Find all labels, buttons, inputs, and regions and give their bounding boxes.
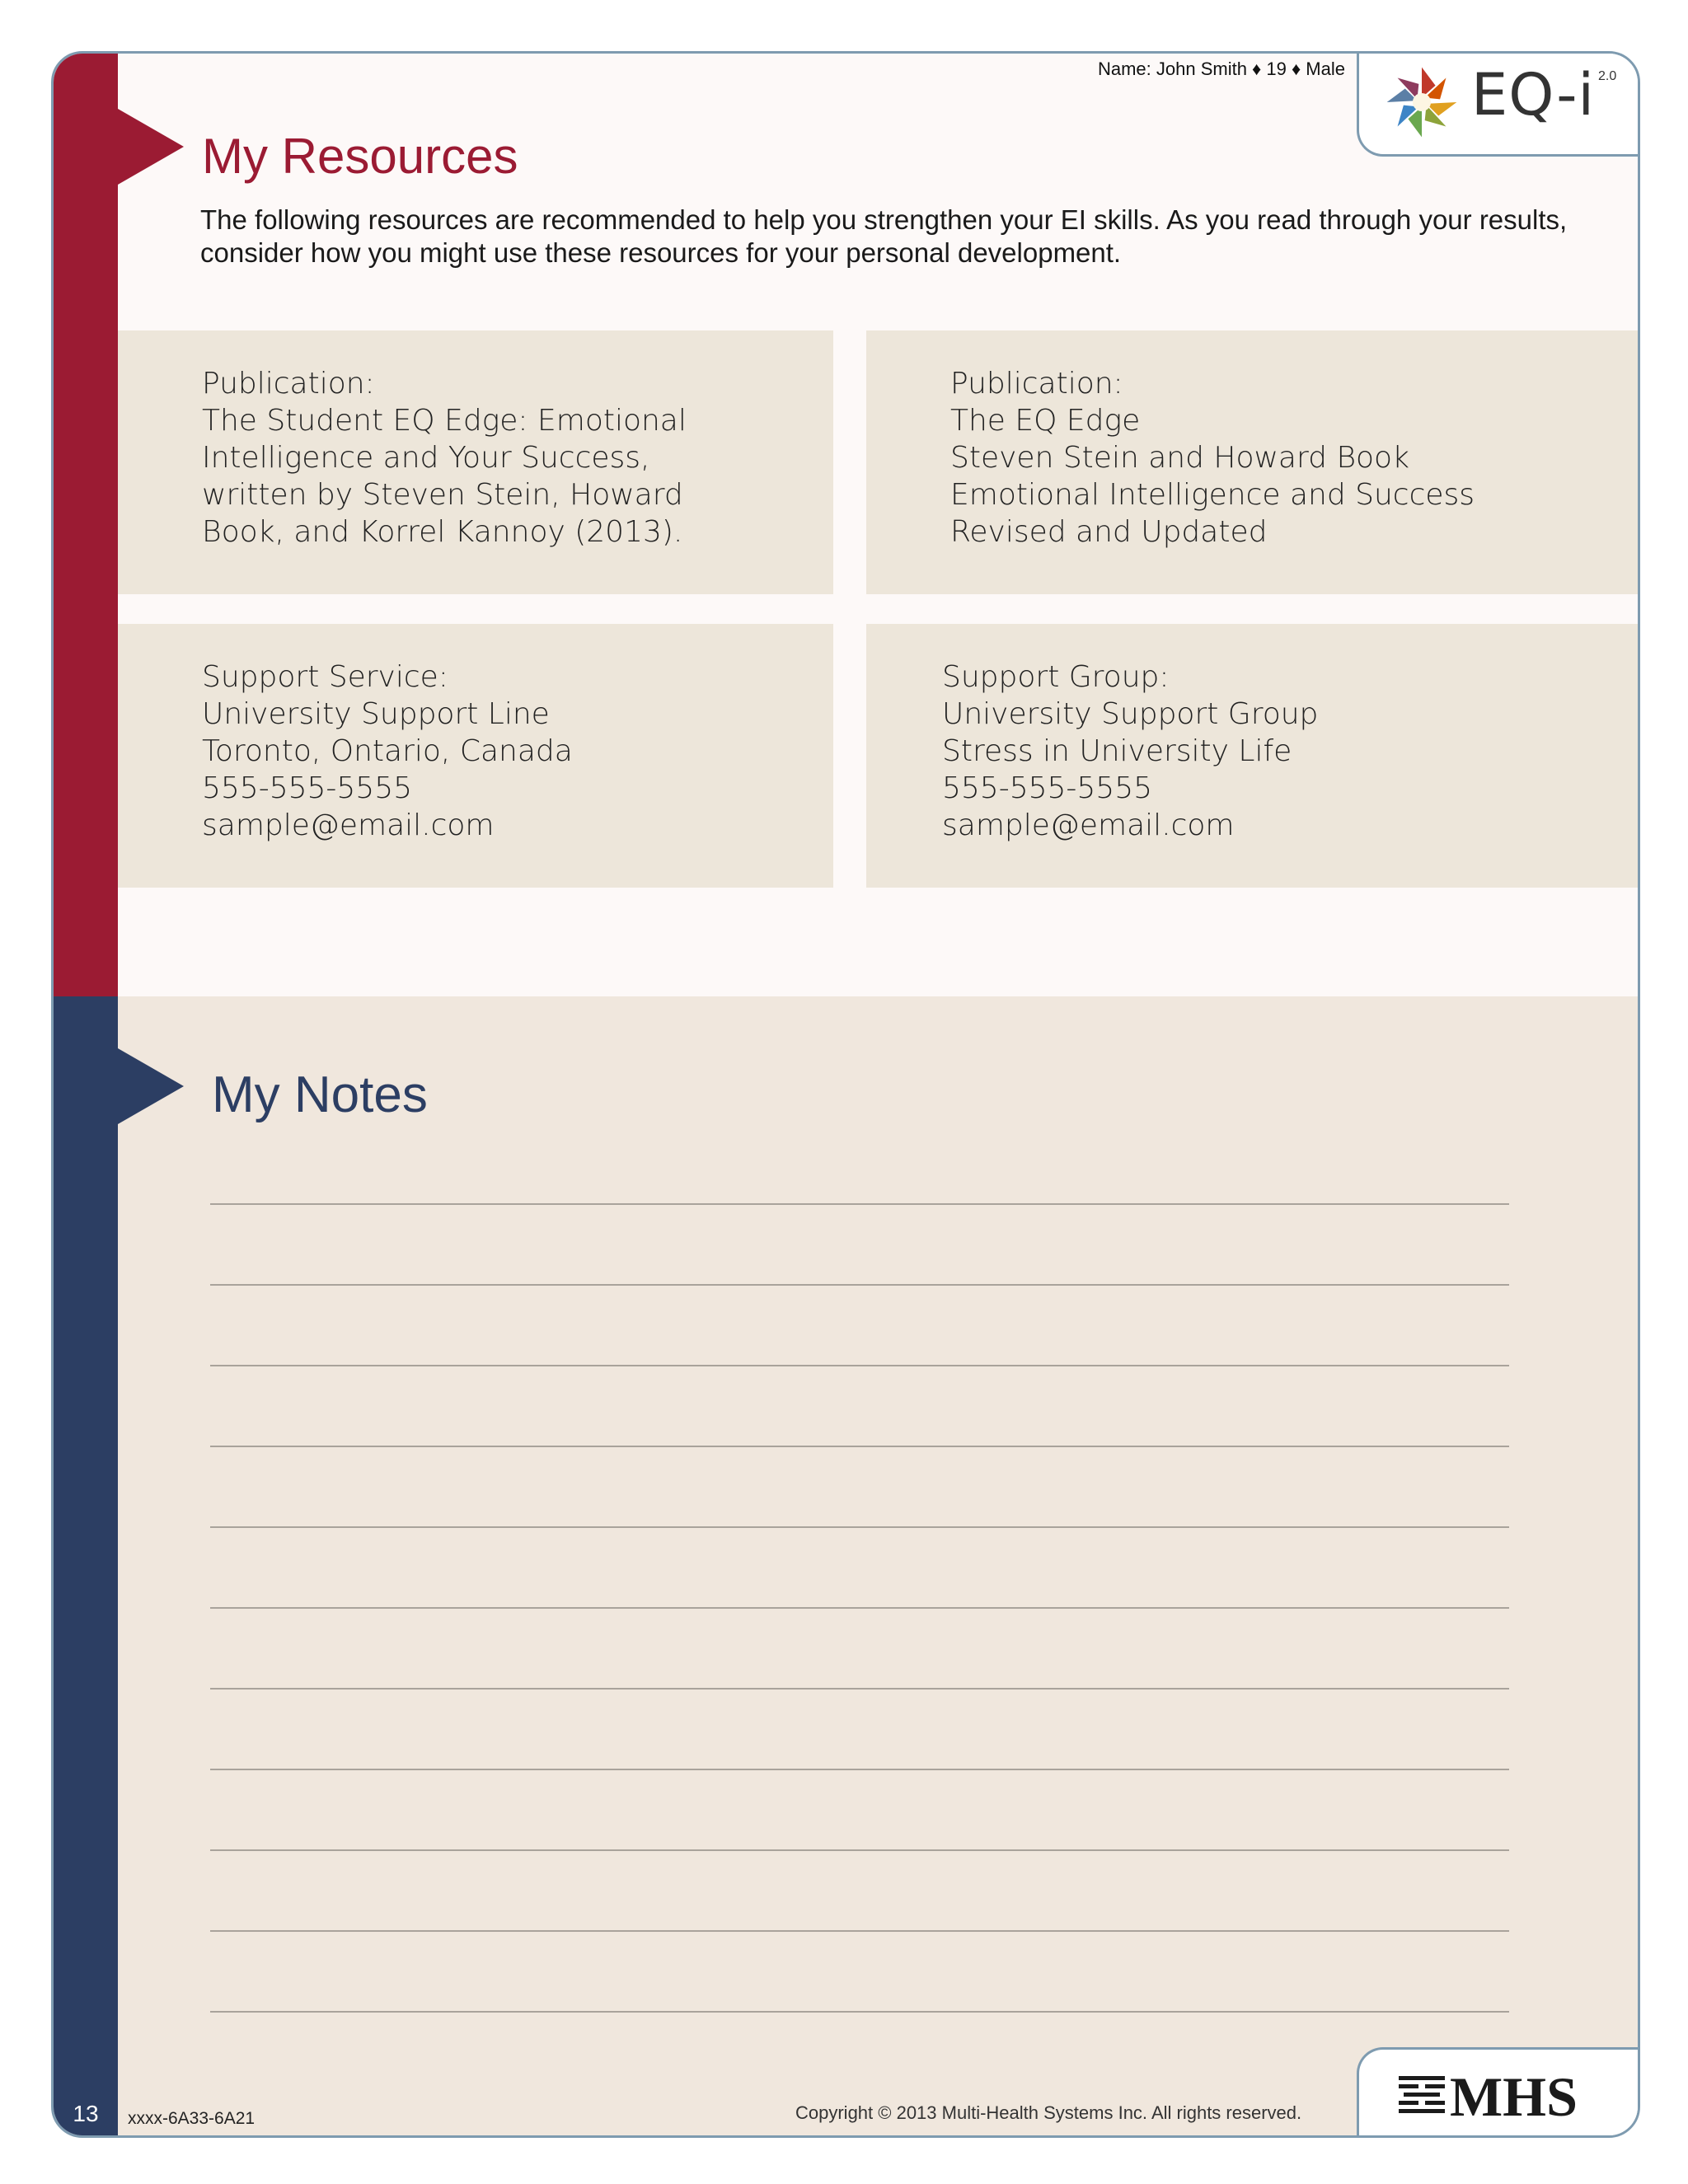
resources-intro: The following resources are recommended to help you strengthen your EI skills. As you read through your results, consider how you might use these resources for your personal development. — [200, 204, 1568, 268]
note-line — [210, 1284, 1509, 1286]
card-line: sample@email.com — [942, 808, 1235, 842]
resources-arrow-marker — [118, 109, 184, 185]
eqi-logo — [1357, 51, 1640, 157]
notes-title: My Notes — [212, 1066, 428, 1123]
copyright-notice: Copyright © 2013 Multi-Health Systems Inc. All rights reserved. — [795, 2102, 1302, 2123]
card-line: Book, and Korrel Kannoy (2013). — [202, 515, 683, 549]
note-line — [210, 1446, 1509, 1447]
notes-section — [118, 996, 1640, 2138]
card-line: written by Steven Stein, Howard — [202, 478, 683, 512]
resource-card-publication-2 — [866, 330, 1640, 594]
note-line — [210, 1930, 1509, 1932]
card-line: Emotional Intelligence and Success — [950, 478, 1475, 512]
resources-title: My Resources — [202, 129, 518, 184]
resource-card-publication-1 — [118, 330, 833, 594]
notes-arrow-marker — [118, 1048, 184, 1124]
card-line: sample@email.com — [202, 808, 495, 842]
card-line: The Student EQ Edge: Emotional — [202, 404, 687, 438]
card-line: 555-555-5555 — [942, 771, 1153, 805]
note-line — [210, 1849, 1509, 1851]
note-line — [210, 2011, 1509, 2013]
mhs-logo-icon — [1399, 2074, 1445, 2114]
card-line: Toronto, Ontario, Canada — [202, 734, 573, 768]
card-line: Intelligence and Your Success, — [202, 441, 650, 475]
resource-card-support-service — [118, 624, 833, 888]
note-line — [210, 1526, 1509, 1528]
card-line: Publication: — [950, 367, 1123, 401]
note-line — [210, 1365, 1509, 1366]
card-line: Revised and Updated — [950, 515, 1268, 549]
document-id: xxxx-6A33-6A21 — [128, 2109, 256, 2128]
mhs-wordmark: MHS — [1450, 2065, 1578, 2128]
resource-card-support-group — [866, 624, 1640, 888]
section-bar-notes — [54, 996, 118, 2138]
card-line: Stress in University Life — [942, 734, 1292, 768]
note-line — [210, 1203, 1509, 1205]
card-line: Support Service: — [202, 660, 448, 694]
card-line: The EQ Edge — [950, 404, 1141, 438]
logo-version: 2.0 — [1598, 69, 1617, 83]
card-line: University Support Group — [942, 697, 1319, 731]
card-line: Publication: — [202, 367, 375, 401]
card-line: Steven Stein and Howard Book — [950, 441, 1409, 475]
card-line: 555-555-5555 — [202, 771, 413, 805]
logo-wordmark: EQ-i — [1471, 61, 1595, 129]
mhs-logo — [1357, 2047, 1640, 2138]
report-page — [51, 51, 1640, 2138]
page-number: 13 — [73, 2101, 99, 2126]
eq-wheel-icon — [1384, 64, 1460, 140]
note-line — [210, 1688, 1509, 1690]
section-bar-resources — [54, 54, 118, 996]
card-line: University Support Line — [202, 697, 550, 731]
note-line — [210, 1769, 1509, 1770]
note-line — [210, 1607, 1509, 1609]
card-line: Support Group: — [942, 660, 1170, 694]
participant-info: Name: John Smith ♦ 19 ♦ Male — [1097, 59, 1345, 79]
